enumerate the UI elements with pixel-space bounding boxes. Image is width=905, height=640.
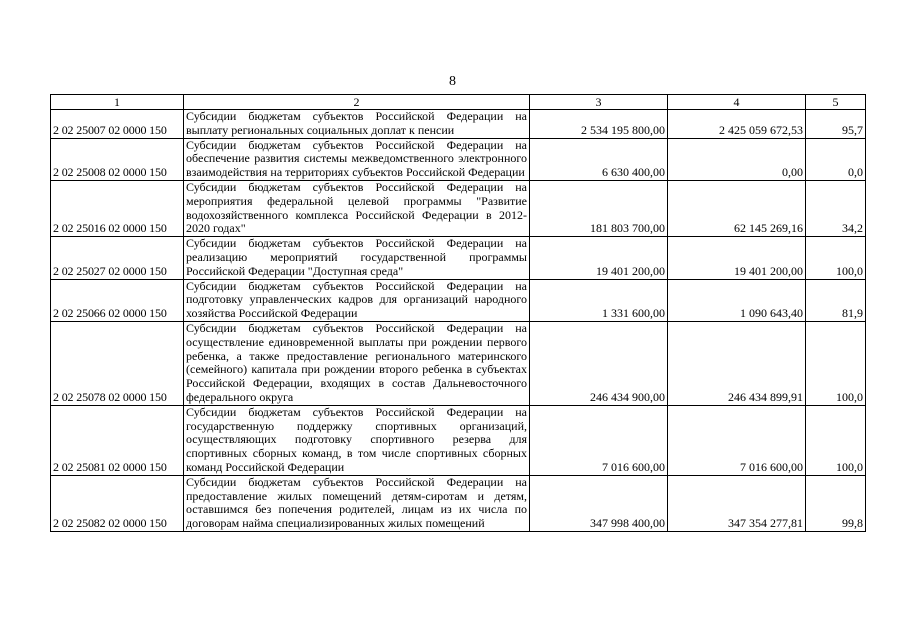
executed-amount-cell: 7 016 600,00 [668,405,806,475]
percent-cell: 34,2 [806,180,866,236]
percent-cell: 100,0 [806,321,866,405]
header-cell-2: 2 [184,95,530,110]
table-row [51,405,866,475]
percent-cell: 81,9 [806,279,866,321]
description-cell: Субсидии бюджетам субъектов Российской Федерации на подготовку управленческих кадров для организаций народного хозяйства Российской Федерации [184,279,530,321]
budget-code-cell: 2 02 25008 02 0000 150 [51,138,184,180]
header-cell-1: 1 [51,95,184,110]
table-row [51,110,866,139]
table-row [51,279,866,321]
executed-amount-cell: 246 434 899,91 [668,321,806,405]
header-row [51,95,866,110]
budget-code-cell: 2 02 25081 02 0000 150 [51,405,184,475]
table-row [51,180,866,236]
budget-table [50,94,866,532]
percent-cell: 100,0 [806,237,866,279]
description-cell: Субсидии бюджетам субъектов Российской Федерации на выплату региональных социальных доплат к пенсии [184,110,530,139]
executed-amount-cell: 0,00 [668,138,806,180]
executed-amount-cell: 1 090 643,40 [668,279,806,321]
percent-cell: 99,8 [806,475,866,531]
budget-code-cell: 2 02 25027 02 0000 150 [51,237,184,279]
percent-cell: 100,0 [806,405,866,475]
planned-amount-cell: 19 401 200,00 [530,237,668,279]
percent-cell: 95,7 [806,110,866,139]
page-number: 8 [449,74,456,89]
table-row [51,138,866,180]
executed-amount-cell: 19 401 200,00 [668,237,806,279]
budget-code-cell: 2 02 25066 02 0000 150 [51,279,184,321]
table-row [51,321,866,405]
planned-amount-cell: 6 630 400,00 [530,138,668,180]
executed-amount-cell: 62 145 269,16 [668,180,806,236]
description-cell: Субсидии бюджетам субъектов Российской Федерации на государственную поддержку спортивных организаций, осуществляющих подготовку спортивного резерва для спортивных сборных команд, в том числе спортивных сборных команд Российской Федерации [184,405,530,475]
planned-amount-cell: 181 803 700,00 [530,180,668,236]
budget-code-cell: 2 02 25007 02 0000 150 [51,110,184,139]
description-cell: Субсидии бюджетам субъектов Российской Федерации на осуществление единовременной выплаты при рождении первого ребенка, а также предоставление регионального материнского (семейного) капитала при рождении второго ребенка в субъектах Российской Федерации, входящих в состав Дальневосточного федерального округа [184,321,530,405]
planned-amount-cell: 2 534 195 800,00 [530,110,668,139]
percent-cell: 0,0 [806,138,866,180]
budget-code-cell: 2 02 25016 02 0000 150 [51,180,184,236]
executed-amount-cell: 2 425 059 672,53 [668,110,806,139]
planned-amount-cell: 246 434 900,00 [530,321,668,405]
planned-amount-cell: 1 331 600,00 [530,279,668,321]
budget-code-cell: 2 02 25082 02 0000 150 [51,475,184,531]
description-cell: Субсидии бюджетам субъектов Российской Федерации на реализацию мероприятий государственной программы Российской Федерации "Доступная среда" [184,237,530,279]
executed-amount-cell: 347 354 277,81 [668,475,806,531]
table-row [51,475,866,531]
description-cell: Субсидии бюджетам субъектов Российской Федерации на мероприятия федеральной целевой программы "Развитие водохозяйственного комплекса Российской Федерации в 2012-2020 годах" [184,180,530,236]
header-cell-5: 5 [806,95,866,110]
planned-amount-cell: 7 016 600,00 [530,405,668,475]
description-cell: Субсидии бюджетам субъектов Российской Федерации на предоставление жилых помещений детям-сиротам и детям, оставшимся без попечения родителей, лицам из их числа по договорам найма специализированных жилых помещений [184,475,530,531]
description-cell: Субсидии бюджетам субъектов Российской Федерации на обеспечение развития системы межведомственного электронного взаимодействия на территориях субъектов Российской Федерации [184,138,530,180]
header-cell-4: 4 [668,95,806,110]
budget-code-cell: 2 02 25078 02 0000 150 [51,321,184,405]
planned-amount-cell: 347 998 400,00 [530,475,668,531]
header-cell-3: 3 [530,95,668,110]
table-row [51,237,866,279]
